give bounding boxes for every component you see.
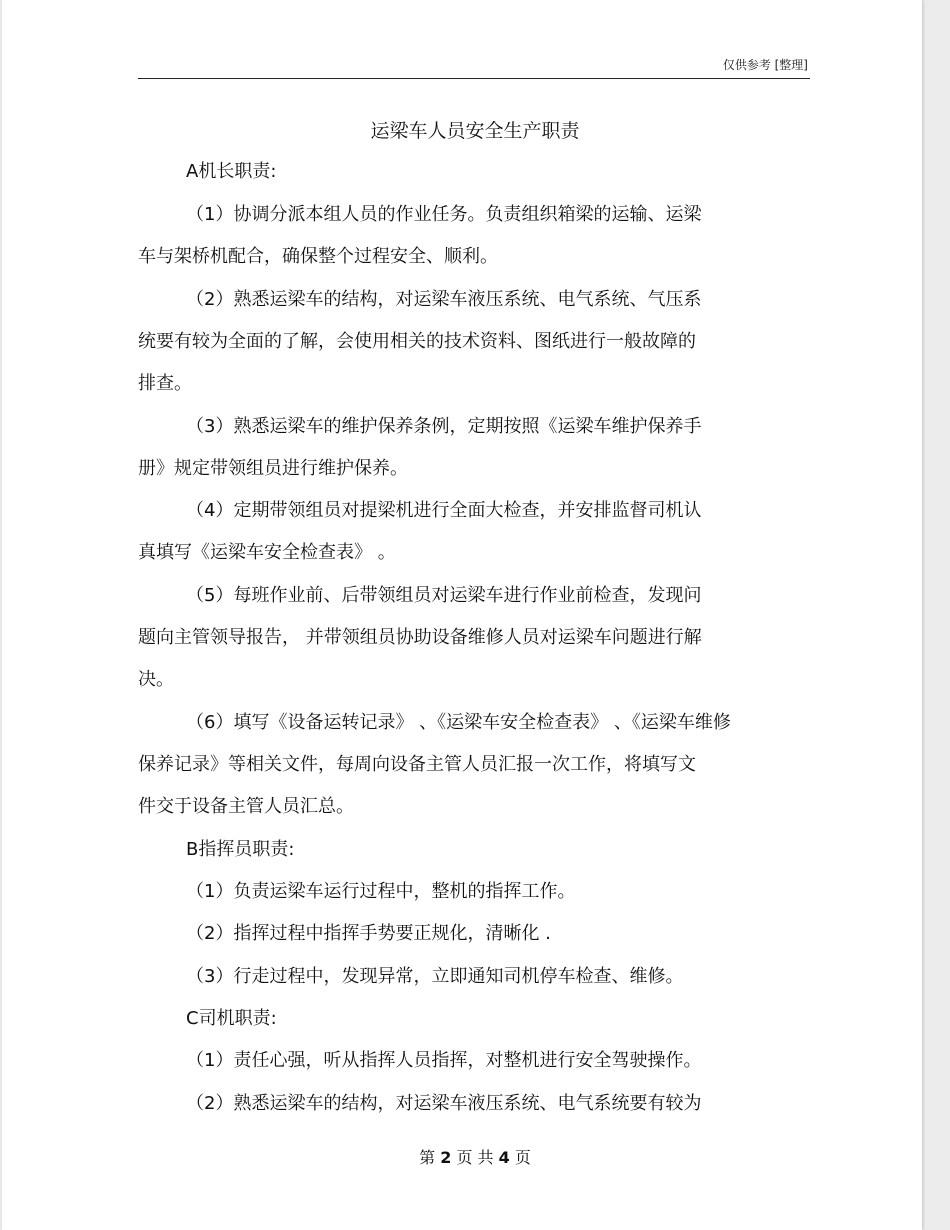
paragraph-line: （3）熟悉运梁车的维护保养条例，定期按照《运梁车维护保养手 [186,416,702,437]
header-label: 仅供参考 [整理] [722,58,808,72]
page-footer [0,1148,950,1168]
paragraph-line: 保养记录》等相关文件，每周向设备主管人员汇报一次工作，将填写文 [138,754,696,775]
paragraph-line: （4）定期带领组员对提梁机进行全面大检查，并安排监督司机认 [186,500,702,521]
section-heading-b: B指挥员职责: [186,839,295,860]
paragraph-line: 真填写《运梁车安全检查表》 。 [138,542,396,563]
paragraph-line: 车与架桥机配合，确保整个过程安全、顺利。 [138,246,498,267]
section-heading-a: A机长职责: [186,161,277,182]
page-header [138,54,810,79]
footer-mid: 页 共 [456,1148,494,1167]
paragraph-line: （1）协调分派本组人员的作业任务。负责组织箱梁的运输、运梁 [186,204,702,225]
footer-prefix: 第 [419,1148,436,1167]
document-title: 运梁车人员安全生产职责 [370,120,580,142]
section-heading-c: C司机职责: [186,1008,277,1029]
paragraph-line: （6）填写《设备运转记录》 、《运梁车安全检查表》 、《运梁车维修 [186,712,731,733]
paragraph-line: 册》规定带领组员进行维护保养。 [138,458,408,479]
paragraph-line: （2）指挥过程中指挥手势要正规化，清晰化 . [186,923,551,944]
paragraph-line: （1）负责运梁车运行过程中，整机的指挥工作。 [186,881,576,902]
paragraph-line: （2）熟悉运梁车的结构，对运梁车液压系统、电气系统要有较为 [186,1093,702,1114]
document-page [2,0,922,1230]
footer-page-number: 2 [440,1148,452,1167]
paragraph-line: （5）每班作业前、后带领组员对运梁车进行作业前检查，发现问 [186,585,702,606]
paragraph-line: 件交于设备主管人员汇总。 [138,796,354,817]
paragraph-line: 统要有较为全面的了解，会使用相关的技术资料、图纸进行一般故障的 [138,331,696,352]
paragraph-line: （3）行走过程中，发现异常，立即通知司机停车检查、维修。 [186,966,684,987]
paragraph-line: 排查。 [138,373,192,394]
paragraph-line: （1）责任心强，听从指挥人员指挥，对整机进行安全驾驶操作。 [186,1050,702,1071]
footer-total-pages: 4 [498,1148,510,1167]
footer-suffix: 页 [514,1148,531,1167]
paragraph-line: （2）熟悉运梁车的结构，对运梁车液压系统、电气系统、气压系 [186,289,702,310]
paragraph-line: 决。 [138,669,174,690]
paragraph-line: 题向主管领导报告， 并带领组员协助设备维修人员对运梁车问题进行解 [138,627,702,648]
